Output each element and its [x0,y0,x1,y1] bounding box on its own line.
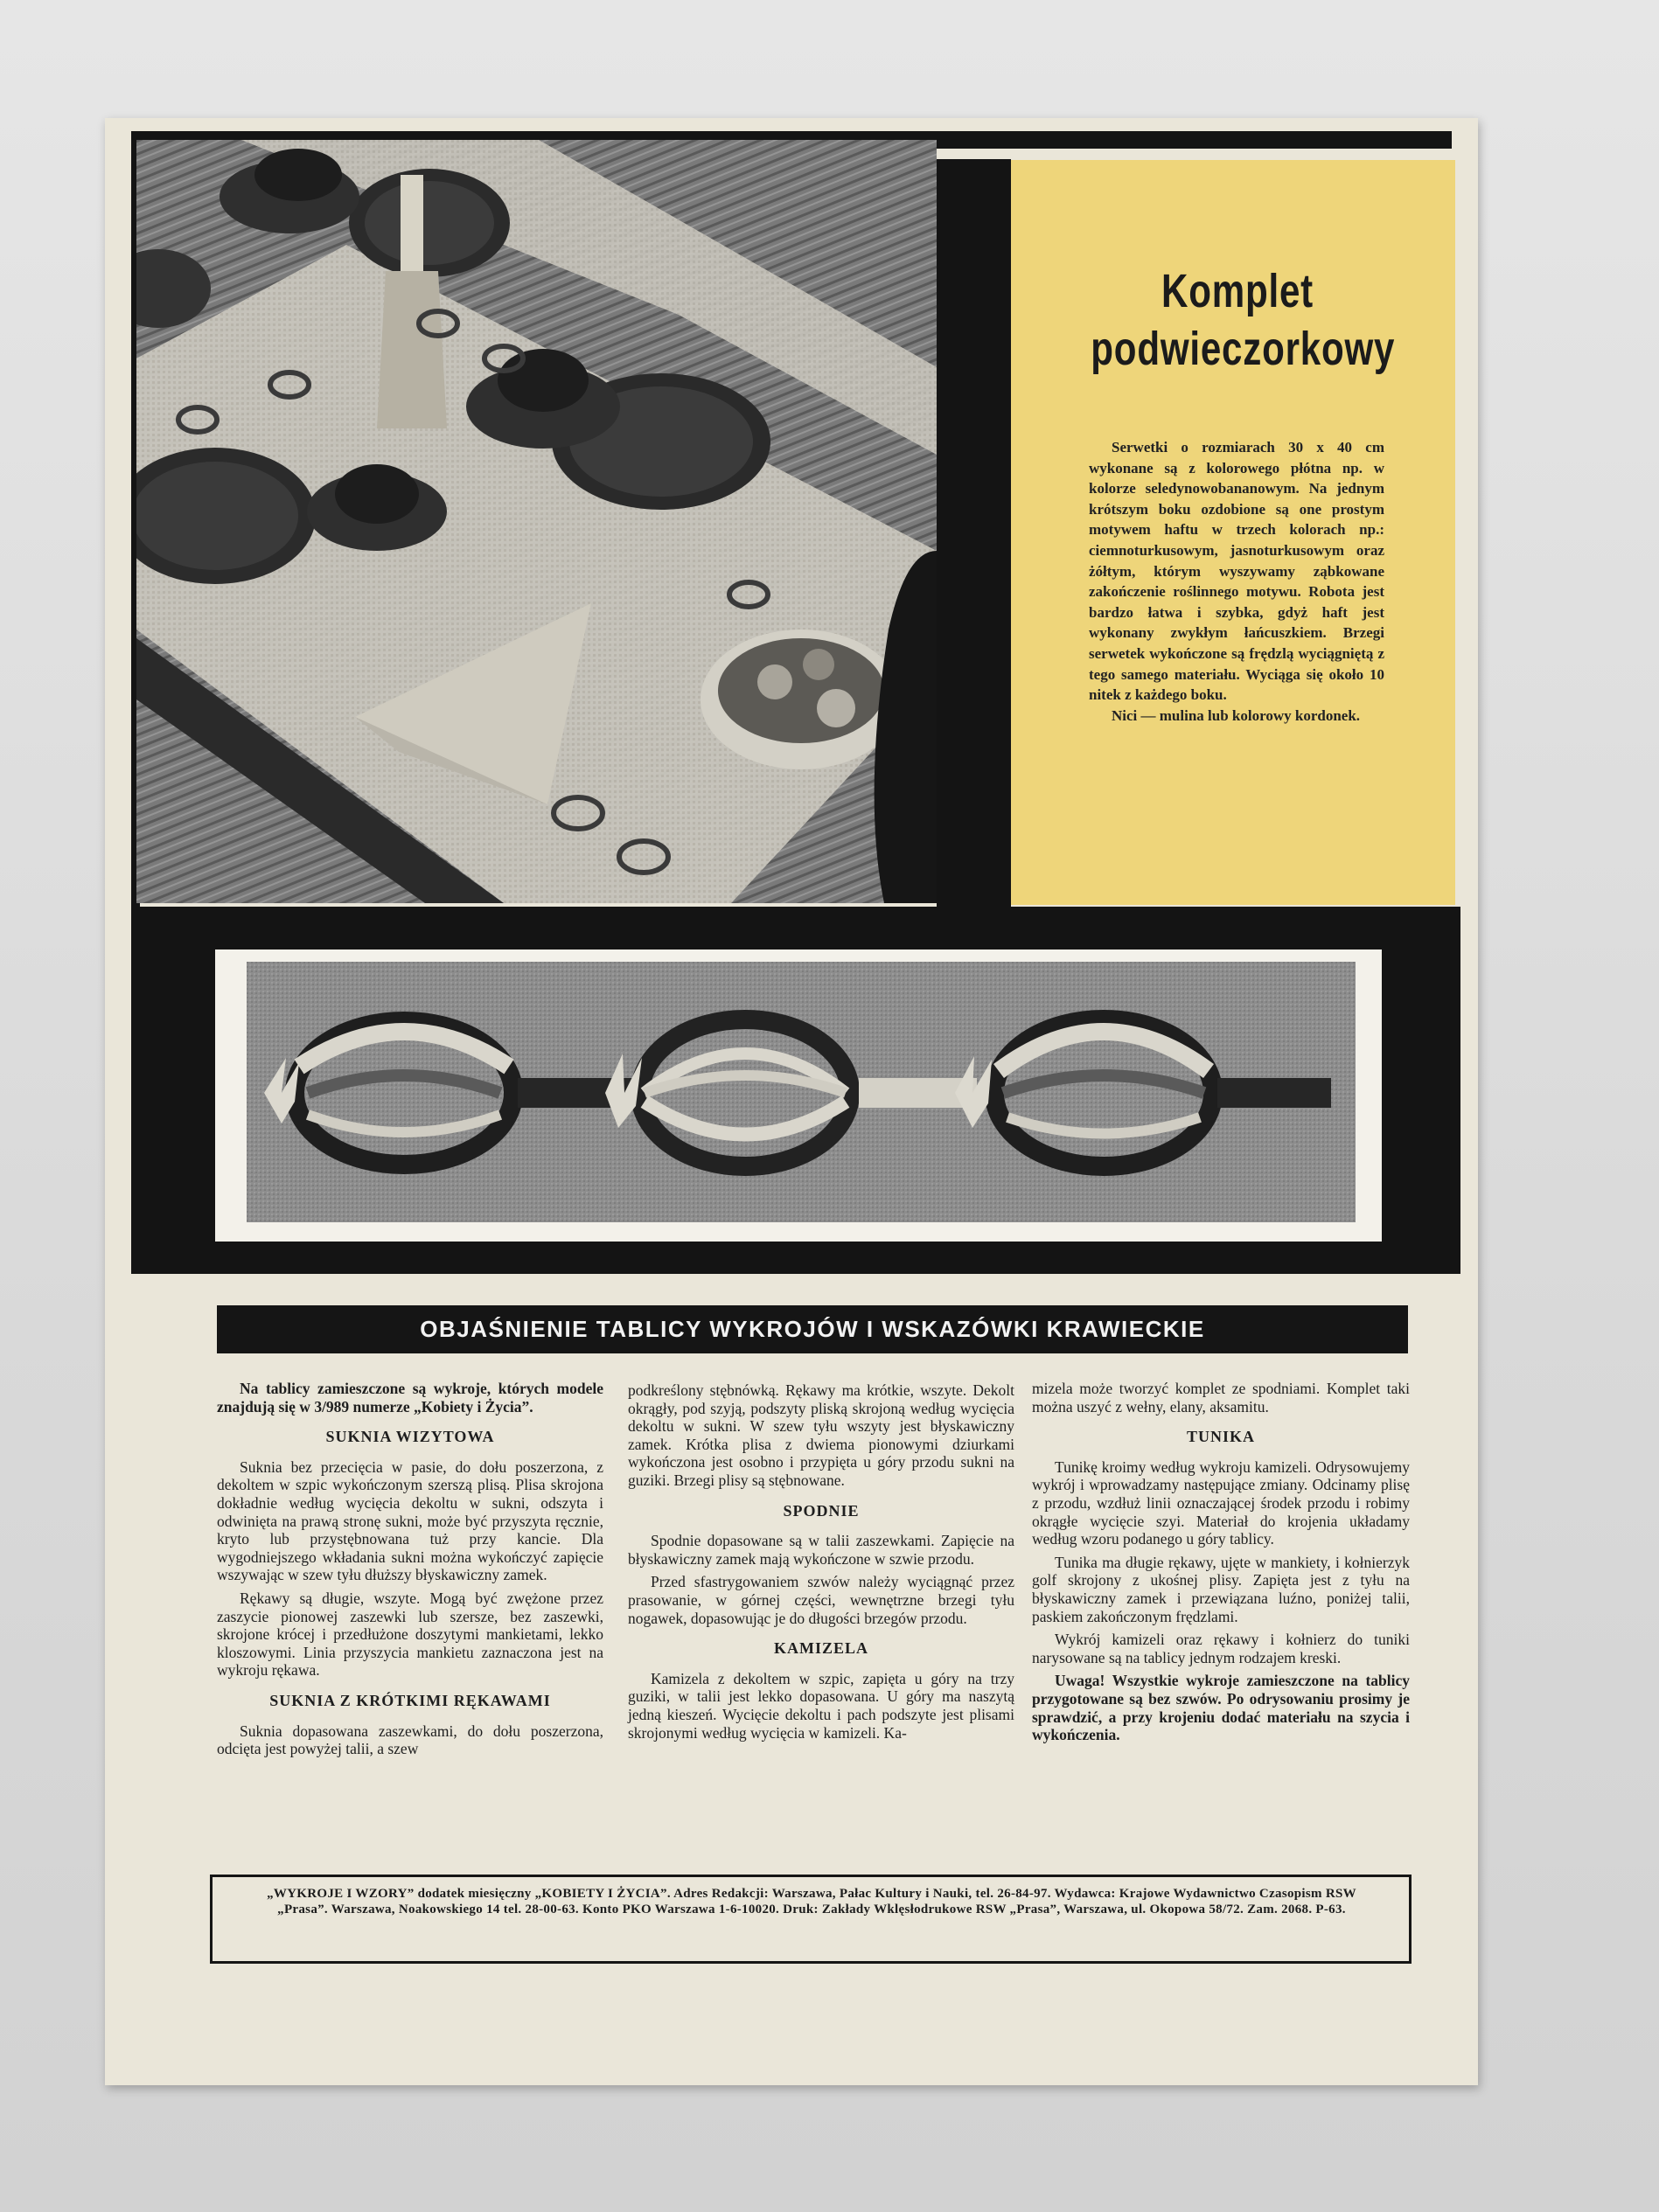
paragraph: Tunikę kroimy według wykroju kamizeli. Odrysowujemy wykrój i wprowadzamy następujące zmiany. Odcinamy plisę z przodu, wzdłuż linii oznaczającej środek przodu i robimy okrągłe wycięcie szyi. Materiał do krojenia układamy według wzoru podanego u góry tablicy. [1032,1457,1410,1548]
lead-paragraph: Na tablicy zamieszczone są wykroje, których modele znajdują się w 3/989 numerze „Kobiety i Życia”. [217,1380,603,1416]
paragraph: Spodnie dopasowane są w talii zaszewkami. Zapięcie na błyskawiczny zamek mają wykończone w szwie przodu. [628,1532,1014,1568]
middle-black-band [937,159,1011,907]
publisher-info: „WYKROJE I WZORY” dodatek miesięczny „KOBIETY I ŻYCIA”. Adres Redakcji: Warszawa, Pałac Kultury i Nauki, tel. 26-84-97. Wydawca: Krajowe Wydawnictwo Czasopism RSW „Prasa”. Warszawa, Noakowskiego 14 tel. 28-00-63. Konto PKO Warszawa 1-6-10020. Druk: Zakłady Wklęsłodrukowe RSW „Prasa”, Warszawa, ul. Okopowa 58/72. Zam. 2068. P-63. [267,1887,1356,1916]
paragraph: podkreślony stębnówką. Rękawy ma krótkie, wszyte. Dekolt okrągły, pod szyją, podszyty pliską skrojoną według wycięcia dekoltu w sukni. W szew tyłu wszyty jest błyskawiczny zamek. Krótka plisa z dwiema pionowymi dziurkami wykończona jest osobno i przypięta u góry przodu sukni na guziki. Brzegi plisy są stębnowane. [628,1381,1014,1489]
section-heading: KAMIZELA [773,1639,868,1658]
section-header: OBJAŚNIENIE TABLICY WYKROJÓW I WSKAZÓWKI KRAWIECKIE [217,1305,1408,1353]
text-column-1 [217,1380,603,1763]
paragraph: Przed sfastrygowaniem szwów należy wyciągnąć przez prasowanie, w górnej części, wewnętrzne brzegi tyłu nogawek, dopasowując je do długości brzegów przodu. [628,1573,1014,1627]
article-intro [1089,437,1384,726]
text-column-2 [628,1381,1014,1747]
paragraph: Suknia bez przecięcia w pasie, do dołu poszerzona, z dekoltem w szpic wykończonym szerszą plisą. Plisa skrojona dokładnie według wycięcia dekoltu w sukni, odszyta i odwinięta na prawą stronę sukni, może być przyszyta ręcznie, kryto lub przystębnowana tuż przy kancie. Dla wygodniejszego wkładania sukni można wykończyć zapięcie wszywając w szew tyłu dłuższy błyskawiczny zamek. [217,1457,603,1584]
paragraph: Kamizela z dekoltem w szpic, zapięta u góry na trzy guziki, w talii jest lekko dopasowana. U góry ma naszytą jedną kieszeń. Wycięcie dekoltu i pach podszyte jest plisami skrojonymi według wycięcia w kamizeli. Ka- [628,1669,1014,1742]
paragraph: Suknia dopasowana zaszewkami, do dołu poszerzona, odcięta jest powyżej talii, a szew [217,1722,603,1758]
paragraph: Tunika ma długie rękawy, ujęte w mankiety, i kołnierzyk golf skrojony z ukośnej plisy. Zapięta jest z tyłu na błyskawiczny zamek i przewiązana luźno, poniżej talii, paskiem zakończonym frędzlami. [1032,1553,1410,1625]
title-line-1: Komplet [1161,265,1314,317]
note-paragraph: Uwaga! Wszystkie wykroje zamieszczone na tablicy przygotowane są bez szwów. Po odrysowaniu prosimy je sprawdzić, a przy krojeniu dodać materiału na szycia i wykończenia. [1032,1672,1410,1744]
embroidery-detail-illustration [247,962,1356,1222]
paragraph: Rękawy są długie, wszyte. Mogą być zwężone przez zaszycie pionowej zaszewki lub szersze, bez zaszewki, skrojone krócej i przedłużone doszytymi mankietami, lekko kloszowymi. Linia przyszycia mankietu zaznaczona jest na wykroju rękawa. [217,1589,603,1680]
table-setting-illustration [136,140,937,903]
paragraph: mizela może tworzyć komplet ze spodniami. Komplet taki można uszyć z wełny, elany, aksamitu. [1032,1380,1410,1416]
intro-paragraph: Serwetki o rozmiarach 30 x 40 cm wykonane są z kolorowego płótna np. w kolorze seledynowobananowym. Na jednym krótszym boku ozdobione są one prostym motywem haftu w trzech kolorach np.: ciemnoturkusowym, jasnoturkusowym oraz żółtym, którym wyszywamy ząbkowane zakończenie roślinnego motywu. Robota jest bardzo łatwa i szybka, gdyż haft jest wykonany zwykłym łańcuszkiem. Brzegi serwetek wykończone są frędzlą wyciągniętą z tego samego materiału. Wyciąga się około 10 nitek z każdego boku. [1089,439,1384,704]
title-line-2: podwieczorkowy [1091,323,1396,375]
section-heading: SUKNIA Z KRÓTKIMI RĘKAWAMI [269,1691,551,1709]
embroidery-detail-photo [247,962,1356,1222]
section-heading: SUKNIA WIZYTOWA [325,1428,495,1446]
table-setting-photo [136,140,937,903]
text-column-3 [1032,1380,1410,1749]
section-heading: SPODNIE [783,1501,860,1520]
paragraph: Wykrój kamizeli oraz rękawy i kołnierz do tuniki narysowane są na tablicy jednym rodzajem kreski. [1032,1631,1410,1666]
article-title [1091,262,1396,378]
section-heading: TUNIKA [1186,1428,1255,1446]
intro-paragraph: Nici — mulina lub kolorowy kordonek. [1112,706,1361,724]
